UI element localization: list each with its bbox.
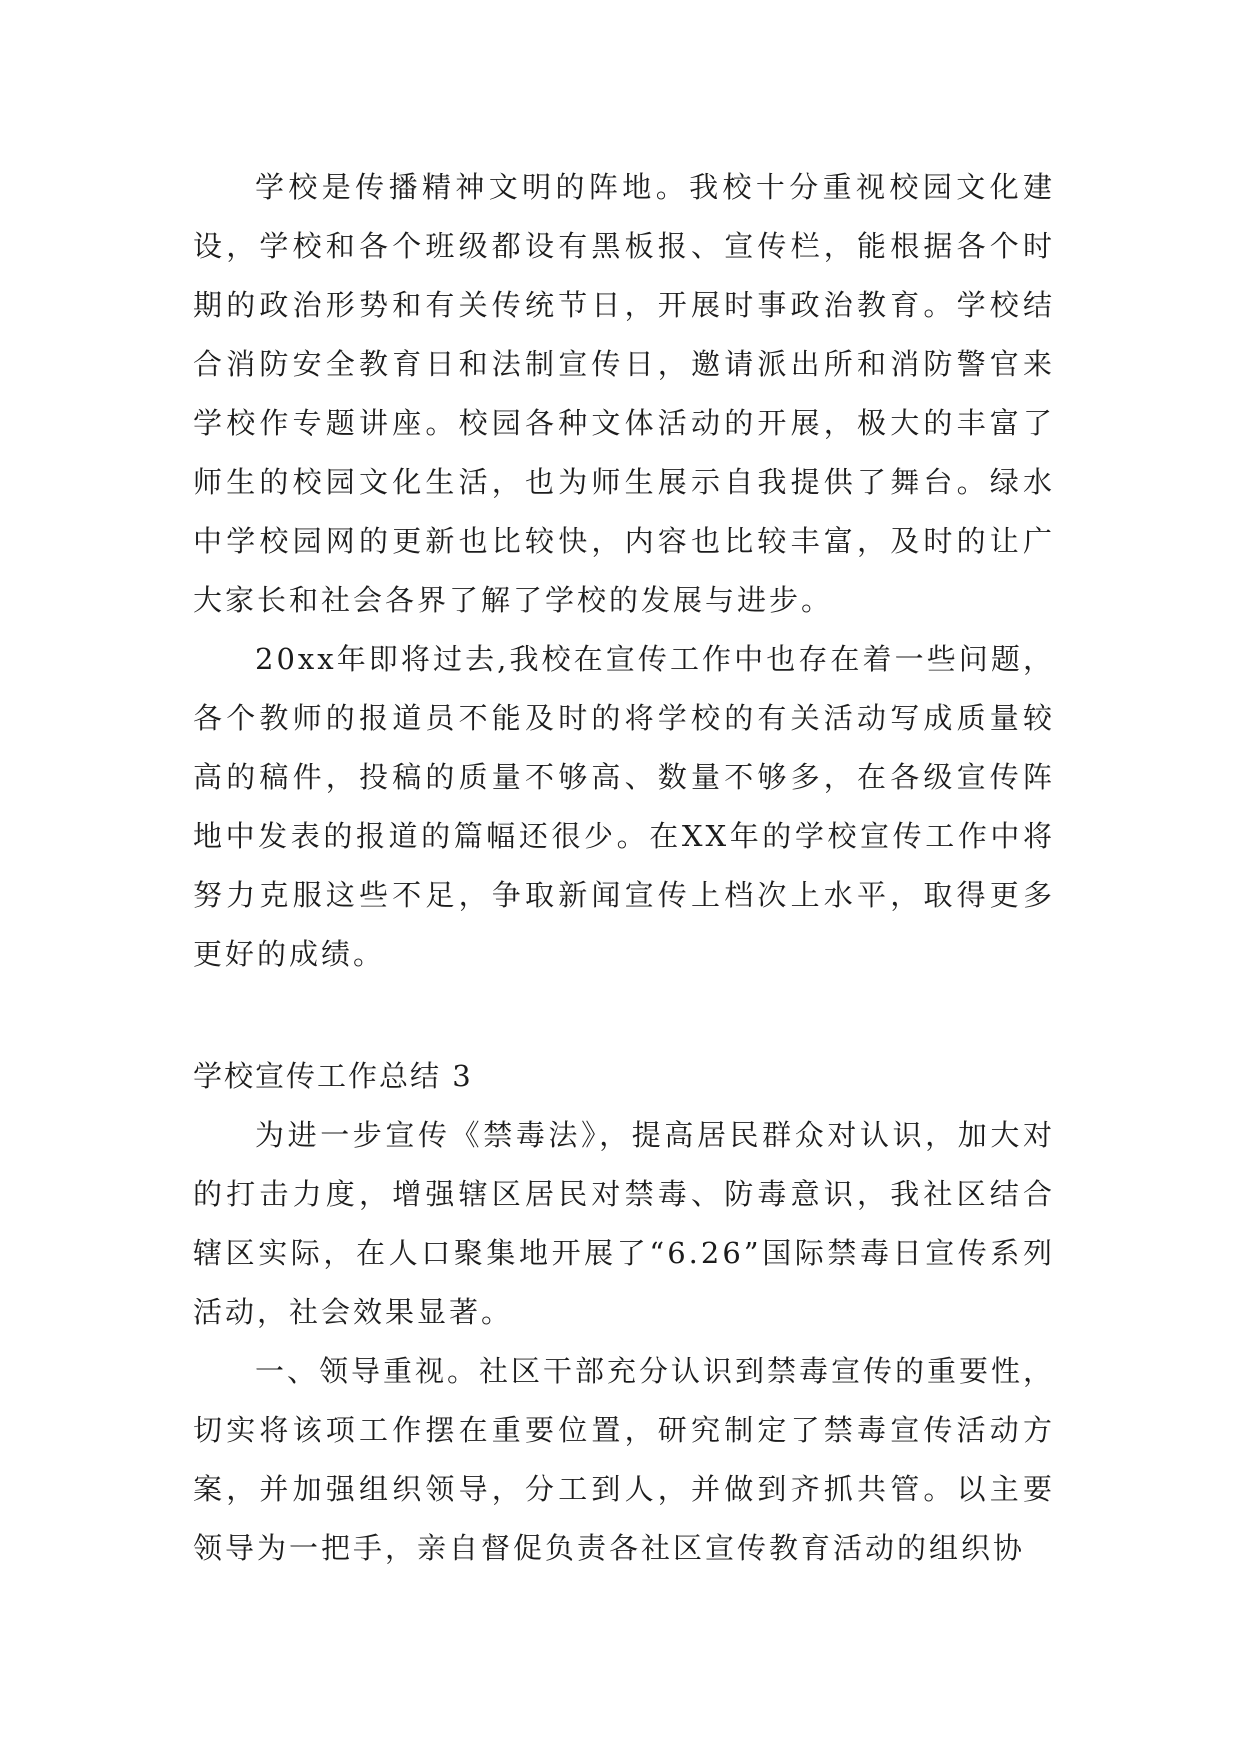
paragraph-problems: 20xx年即将过去,我校在宣传工作中也存在着一些问题，各个教师的报道员不能及时的将学校的有关活动写成质量较高的稿件，投稿的质量不够高、数量不够多，在各级宣传阵地中发表的报道的篇幅还很少。在XX年的学校宣传工作中将努力克服这些不足，争取新闻宣传上档次上水平，取得更多更好的成绩。 [193,642,1055,971]
section-title: 学校宣传工作总结 3 [193,1059,473,1093]
paragraph-campus-culture: 学校是传播精神文明的阵地。我校十分重视校园文化建设，学校和各个班级都设有黑板报、宣传栏，能根据各个时期的政治形势和有关传统节日，开展时事政治教育。学校结合消防安全教育日和法制宣传日，邀请派出所和消防警官来学校作专题讲座。校园各种文体活动的开展，极大的丰富了师生的校园文化生活，也为师生展示自我提供了舞台。绿水中学校园网的更新也比较快，内容也比较丰富，及时的让广大家长和社会各界了解了学校的发展与进步。 [193,170,1055,617]
paragraph-anti-drug-intro: 为进一步宣传《禁毒法》，提高居民群众对认识，加大对的打击力度，增强辖区居民对禁毒、防毒意识，我社区结合辖区实际，在人口聚集地开展了“6.26”国际禁毒日宣传系列活动，社会效果显著。 [193,1118,1055,1329]
document-body [193,158,1055,1578]
paragraph-leadership: 一、领导重视。社区干部充分认识到禁毒宣传的重要性，切实将该项工作摆在重要位置，研究制定了禁毒宣传活动方案，并加强组织领导，分工到人，并做到齐抓共管。以主要领导为一把手，亲自督促负责各社区宣传教育活动的组织协 [193,1354,1056,1565]
